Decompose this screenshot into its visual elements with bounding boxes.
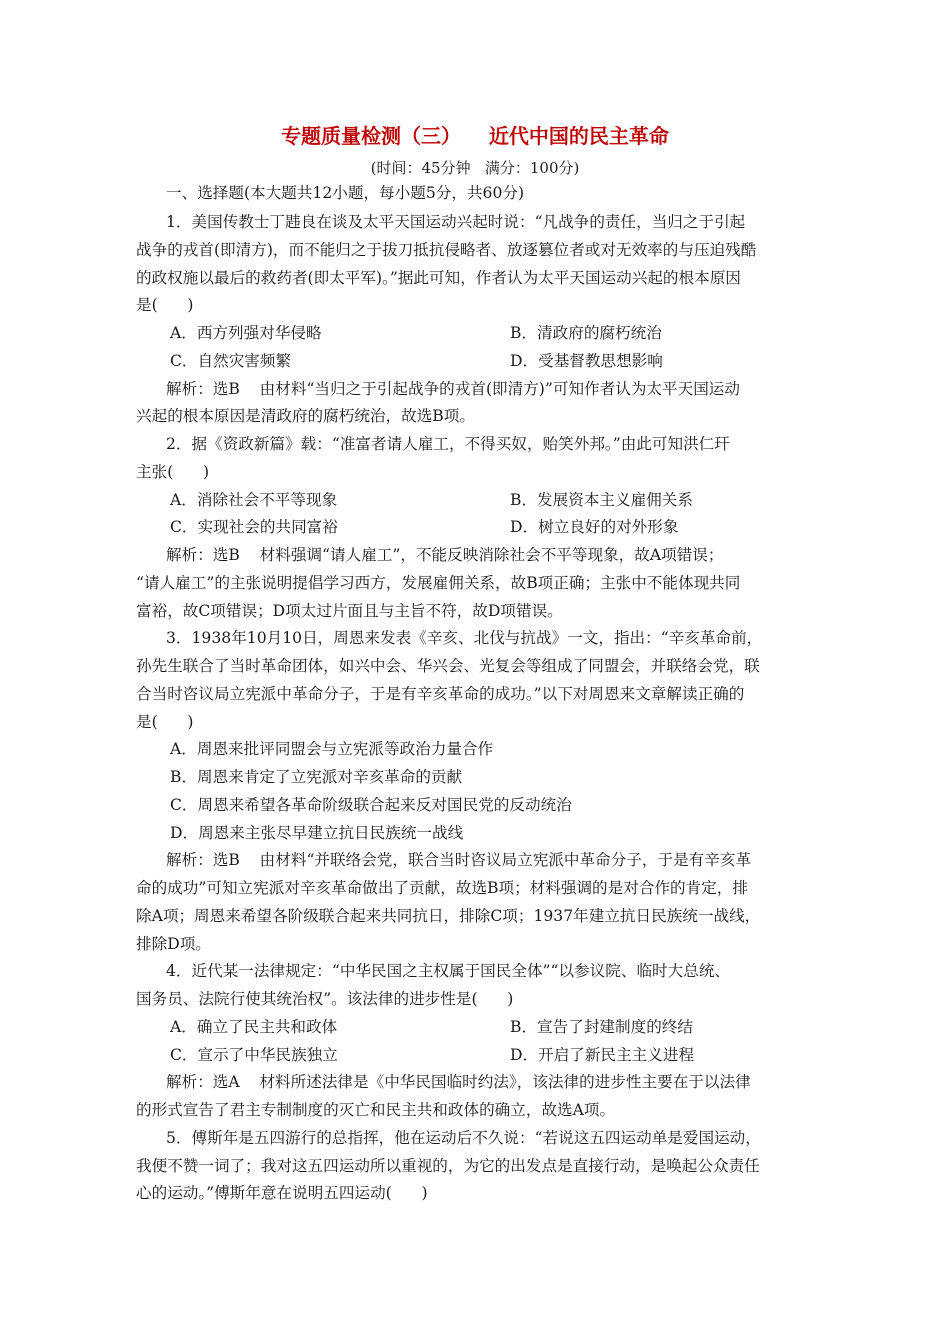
q4-option-c: C．宣示了中华民族独立: [170, 1046, 338, 1064]
q1-option-c: C．自然灾害频繁: [170, 352, 292, 370]
q1-analysis-line: 兴起的根本原因是清政府的腐朽统治，故选B项。: [136, 407, 475, 425]
q1-stem-line: 是( ): [136, 296, 194, 314]
section-heading: 一、选择题(本大题共12小题，每小题5分，共60分): [166, 184, 525, 202]
q3-analysis-line: 除A项；周恩来希望各阶级联合起来共同抗日，排除C项；1937年建立抗日民族统一战线，: [136, 907, 761, 925]
q1-stem-line: 1．美国传教士丁韪良在谈及太平天国运动兴起时说：“凡战争的责任，当归之于引起: [166, 213, 746, 231]
q3-stem-line: 是( ): [136, 713, 194, 731]
q4-stem-line: 国务员、法院行使其统治权”。该法律的进步性是( ): [136, 990, 514, 1008]
q1-stem-line: 的政权施以最后的救药者(即太平军)。”据此可知，作者认为太平天国运动兴起的根本原因: [136, 269, 741, 287]
q3-stem-line: 合当时咨议局立宪派中革命分子，于是有辛亥革命的成功。”以下对周恩来文章解读正确的: [136, 685, 745, 703]
q3-stem-line: 3．1938年10月10日，周恩来发表《辛亥、北伐与抗战》一文，指出：“辛亥革命前，: [166, 629, 763, 647]
page-title: 专题质量检测（三） 近代中国的民主革命: [281, 124, 669, 148]
q3-analysis-line: 命的成功”可知立宪派对辛亥革命做出了贡献，故选B项；材料强调的是对合作的肯定，排: [136, 879, 748, 897]
q1-stem-line: 战争的戎首(即清方)，而不能归之于拔刀抵抗侵略者、放逐篡位者或对无效率的与压迫残酷: [136, 241, 757, 259]
q4-stem-line: 4．近代某一法律规定：“中华民国之主权属于国民全体”“以参议院、临时大总统、: [166, 962, 731, 980]
q2-option-a: A．消除社会不平等现象: [170, 491, 338, 509]
q2-option-b: B．发展资本主义雇佣关系: [510, 491, 693, 509]
q1-analysis-line: 解析：选B 由材料“当归之于引起战争的戎首(即清方)”可知作者认为太平天国运动: [166, 380, 740, 398]
q2-option-d: D．树立良好的对外形象: [510, 518, 679, 536]
q4-option-b: B．宣告了封建制度的终结: [510, 1018, 693, 1036]
q2-analysis-line: 富裕，故C项错误；D项太过片面且与主旨不符，故D项错误。: [136, 602, 563, 620]
exam-time-score: (时间：45分钟 满分：100分): [370, 159, 580, 177]
q2-analysis-line: 解析：选B 材料强调“请人雇工”，不能反映消除社会不平等现象，故A项错误；: [166, 546, 724, 564]
q5-stem-line: 我便不赞一词了；我对这五四运动所以重视的，为它的出发点是直接行动，是唤起公众责任: [136, 1157, 760, 1175]
q2-stem-line: 主张( ): [136, 463, 210, 481]
q5-stem-line: 5．傅斯年是五四游行的总指挥，他在运动后不久说：“若说这五四运动单是爱国运动，: [166, 1129, 761, 1147]
q4-analysis-line: 解析：选A 材料所述法律是《中华民国临时约法》，该法律的进步性主要在于以法律: [166, 1073, 751, 1091]
q1-option-d: D．受基督教思想影响: [510, 352, 663, 370]
q2-option-c: C．实现社会的共同富裕: [170, 518, 338, 536]
q3-option-d: D．周恩来主张尽早建立抗日民族统一战线: [170, 824, 464, 842]
q3-stem-line: 孙先生联合了当时革命团体，如兴中会、华兴会、光复会等组成了同盟会，并联络会党，联: [136, 657, 760, 675]
q4-option-a: A．确立了民主共和政体: [170, 1018, 338, 1036]
q2-stem-line: 2．据《资政新篇》载：“准富者请人雇工，不得买奴，贻笑外邦。”由此可知洪仁玕: [166, 435, 730, 453]
q3-option-c: C．周恩来希望各革命阶级联合起来反对国民党的反动统治: [170, 796, 572, 814]
q2-analysis-line: “请人雇工”的主张说明提倡学习西方，发展雇佣关系，故B项正确；主张中不能体现共同: [136, 574, 741, 592]
q3-analysis-line: 解析：选B 由材料“并联络会党，联合当时咨议局立宪派中革命分子，于是有辛亥革: [166, 851, 752, 869]
q3-option-b: B．周恩来肯定了立宪派对辛亥革命的贡献: [170, 768, 463, 786]
q1-option-a: A．西方列强对华侵略: [170, 324, 322, 342]
q1-option-b: B．清政府的腐朽统治: [510, 324, 662, 342]
q4-analysis-line: 的形式宣告了君主专制制度的灭亡和民主共和政体的确立，故选A项。: [136, 1101, 616, 1119]
q3-option-a: A．周恩来批评同盟会与立宪派等政治力量合作: [170, 740, 494, 758]
q3-analysis-line: 排除D项。: [136, 935, 211, 953]
q5-stem-line: 心的运动。”傅斯年意在说明五四运动( ): [136, 1184, 428, 1202]
q4-option-d: D．开启了新民主主义进程: [510, 1046, 695, 1064]
